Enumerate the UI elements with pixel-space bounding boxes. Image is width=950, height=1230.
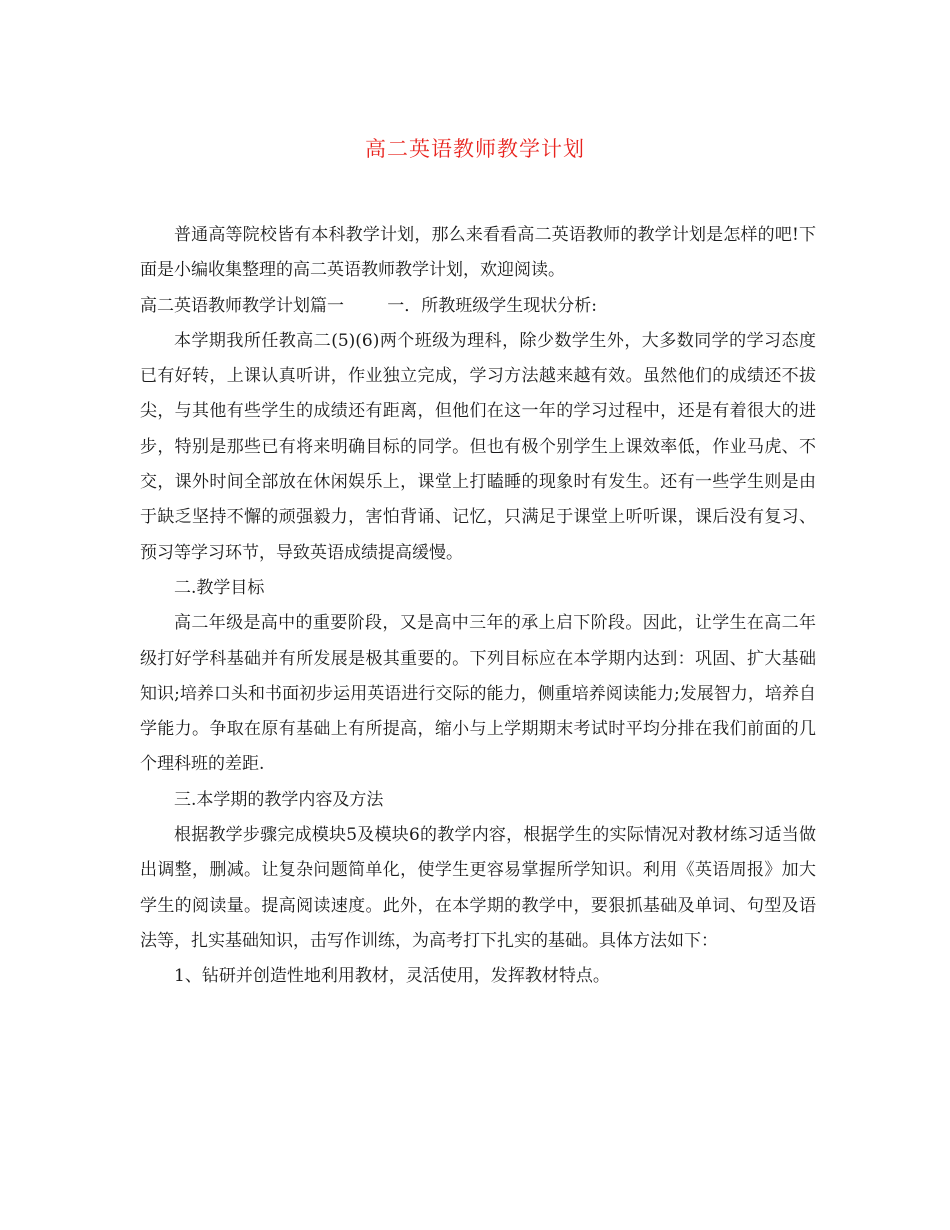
paragraph-content-methods: 根据教学步骤完成模块5及模块6的教学内容，根据学生的实际情况对教材练习适当做出调整，删减。让复杂问题简单化，使学生更容易掌握所学知识。利用《英语周报》加大学生的阅读量。提高阅读速度。此外，在本学期的教学中，要狠抓基础及单词、句型及语法等，扎实基础知识，击写作训练，为高考打下扎实的基础。具体方法如下： bbox=[140, 825, 816, 951]
paragraph-student-analysis: 本学期我所任教高二(5)(6)两个班级为理科，除少数学生外，大多数同学的学习态度已有好转，上课认真听讲，作业独立完成，学习方法越来越有效。虽然他们的成绩还不拔尖，与其他有些学生的成绩还有距离，但他们在这一年的学习过程中，还是有着很大的进步，特别是那些已有将来明确目标的同学。但也有极个别学生上课效率低，作业马虎、不交，课外时间全部放在休闲娱乐上，课堂上打瞌睡的现象时有发生。还有一些学生则是由于缺乏坚持不懈的顽强毅力，害怕背诵、记忆，只满足于课堂上听听课，课后没有复习、预习等学习环节，导致英语成绩提高缓慢。 bbox=[140, 330, 816, 563]
heading-teaching-goals: 二.教学目标 bbox=[174, 577, 265, 598]
paragraph-section-heading: 高二英语教师教学计划篇一 一．所教班级学生现状分析: bbox=[140, 295, 597, 316]
list-item-method-1: 1、钻研并创造性地利用教材，灵活使用，发挥教材特点。 bbox=[174, 966, 610, 987]
document-body bbox=[140, 218, 816, 995]
heading-content-methods: 三.本学期的教学内容及方法 bbox=[174, 789, 384, 810]
paragraph-intro: 普通高等院校皆有本科教学计划，那么来看看高二英语教师的教学计划是怎样的吧!下面是小编收集整理的高二英语教师教学计划，欢迎阅读。 bbox=[140, 225, 816, 281]
paragraph-teaching-goals: 高二年级是高中的重要阶段，又是高中三年的承上启下阶段。因此，让学生在高二年级打好学科基础并有所发展是极其重要的。下列目标应在本学期内达到：巩固、扩大基础知识;培养口头和书面初步运用英语进行交际的能力，侧重培养阅读能力;发展智力，培养自学能力。争取在原有基础上有所提高，缩小与上学期期末考试时平均分排在我们前面的几个理科班的差距. bbox=[140, 613, 816, 775]
document-title: 高二英语教师教学计划 bbox=[365, 137, 585, 161]
